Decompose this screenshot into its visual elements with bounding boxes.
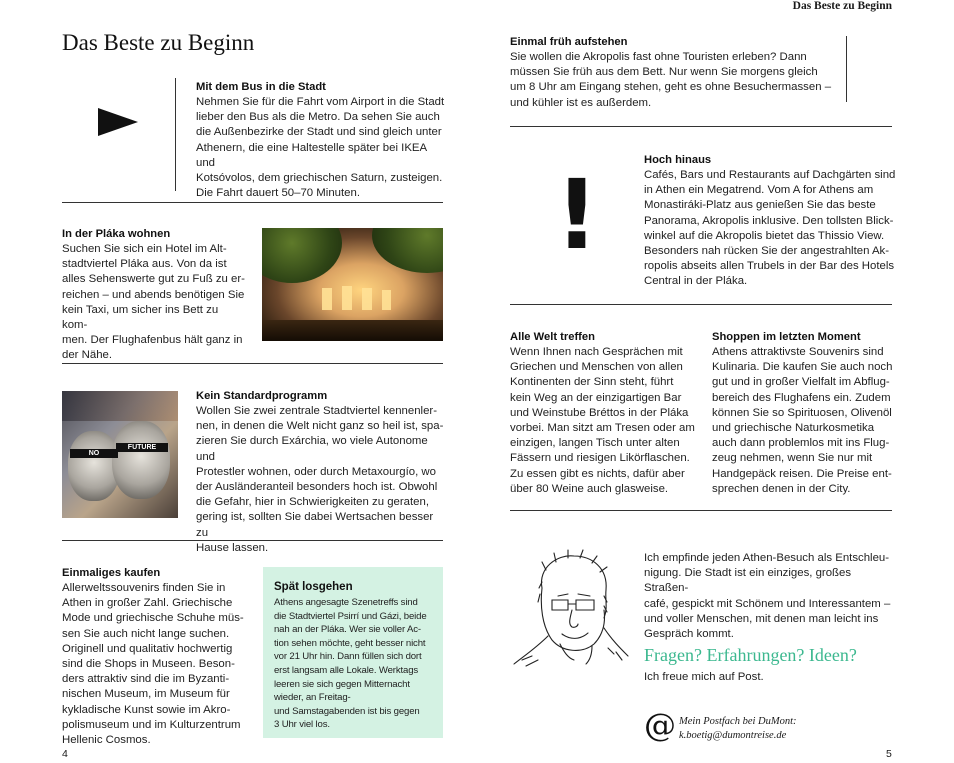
author-portrait	[512, 548, 630, 688]
shopping-heading: Einmaliges kaufen	[62, 567, 161, 579]
graffiti-band-left: NO	[70, 449, 118, 458]
graffiti-band-right: FUTURE	[116, 443, 168, 452]
divider	[62, 540, 443, 541]
late-heading: Spät losgehen	[274, 581, 353, 593]
world-heading: Alle Welt treffen	[510, 331, 595, 343]
divider	[510, 510, 892, 511]
section-rooftop	[644, 153, 896, 290]
at-sign-icon: @	[644, 706, 676, 744]
early-divider	[846, 36, 847, 102]
standard-text: Wollen Sie zwei zentrale Stadtviertel kennenler- nen, in denen die Welt nicht ganz so heil ist, spa- zieren Sie durch Exárchia, wo viele Autonome und Protestler wohnen, oder durch Metaxourgío, wo der Ausländeranteil besonders hoch ist. Obwohl die Gefahr, hier in Schwierigkeiten zu geraten, gering ist, sollten Sie dabei Wertsachen besser zu Hause lassen.	[196, 405, 444, 554]
bus-text: Nehmen Sie für die Fahrt vom Airport in die Stadt lieber den Bus als die Metro. Da sehen Sie auch die Außenbezirke der Stadt und sind gleich unter Athenern, die eine Haltestelle später bei IKEA und Kotsóvolos, dem griechischen Saturn, zusteigen. Die Fahrt dauert 50–70 Minuten.	[196, 96, 445, 200]
graffiti-photo	[62, 391, 178, 518]
bus-heading: Mit dem Bus in die Stadt	[196, 81, 326, 93]
postfach-block	[679, 715, 797, 743]
page-title: Das Beste zu Beginn	[62, 30, 255, 55]
late-night-box	[263, 567, 443, 738]
early-text: Sie wollen die Akropolis fast ohne Touristen erleben? Dann müssen Sie früh aus dem Bett. Nur wenn Sie morgens gleich um 8 Uhr am Eingang stehen, geht es ohne Besuchermassen – und kühler ist es außerdem.	[510, 51, 832, 109]
author-text: Ich empfinde jeden Athen-Besuch als Entschleu- nigung. Die Stadt ist ein einziges, großes Straßen- café, gespickt mit Schönem und Interessantem – und voller Menschen, mit denen man leicht ins Gespräch kommt.	[644, 552, 891, 641]
section-early	[510, 35, 840, 111]
rooftop-heading: Hoch hinaus	[644, 154, 712, 166]
section-bus	[196, 80, 446, 201]
shopping-text: Allerweltssouvenirs finden Sie in Athen in großer Zahl. Griechische Mode und griechische Schuhe müs- sen Sie auch nicht lange suchen. Originell und qualitativ hochwertig sind die Shops in Museen. Beson- ders attraktiv sind die im Byzanti- nischen Museum, im Museum für kykladische Kunst sowie im Akro- polismuseum und im Kulturzentrum Hellenic Cosmos.	[62, 582, 244, 747]
divider	[62, 363, 443, 364]
section-shopping	[62, 566, 246, 748]
section-last-minute	[712, 330, 898, 497]
questions-heading: Fragen? Erfahrungen? Ideen?	[644, 645, 857, 665]
divider	[62, 202, 443, 203]
email-link[interactable]: k.boetig@dumontreise.de	[679, 730, 787, 741]
page-number-right: 5	[886, 748, 892, 760]
section-world	[510, 330, 696, 497]
divider	[510, 304, 892, 305]
last-minute-heading: Shoppen im letzten Moment	[712, 331, 861, 343]
last-minute-text: Athens attraktivste Souvenirs sind Kulinaria. Die kaufen Sie auch noch gut und in großer Vielfalt im Abflug- bereich des Flughafens ein. Zudem können Sie so Spirituosen, Olivenöl und griechische Naturkosmetika auch dann problemlos mit ins Flug- zeug nehmen, wenn Sie nur mit Handgepäck reisen. Die Preise ent- sprechen denen in der City.	[712, 346, 893, 495]
exclamation-icon: !	[555, 159, 599, 271]
author-note	[644, 551, 896, 642]
bus-divider	[175, 78, 176, 191]
plaka-text: Suchen Sie sich ein Hotel im Alt- stadtviertel Pláka aus. Von da ist alles Sehenswerte gut zu Fuß zu er- reichen – und abends benötigen Sie kein Taxi, um sicher ins Bett zu kom- men. Der Flughafenbus hält ganz in der Nähe.	[62, 243, 245, 362]
post-line: Ich freue mich auf Post.	[644, 671, 764, 683]
late-text: Athens angesagte Szenetreffs sind die Stadtviertel Psirrí und Gázi, beide nah an der Pláka. Wer sie voller Ac- tion sehen möchte, geht besser nicht vor 21 Uhr hin. Dann füllen sich dort erst langsam alle Lokale. Werktags leeren sie sich gegen Mitternacht wieder, an Freitag- und Samstagabenden ist bis gegen 3 Uhr viel los.	[274, 597, 427, 731]
section-plaka	[62, 227, 246, 364]
early-heading: Einmal früh aufstehen	[510, 36, 628, 48]
arrow-right-icon	[98, 108, 138, 136]
running-head: Das Beste zu Beginn	[792, 0, 892, 12]
standard-heading: Kein Standardprogramm	[196, 390, 328, 402]
section-standard	[196, 389, 446, 556]
rooftop-text: Cafés, Bars und Restaurants auf Dachgärten sind in Athen ein Megatrend. Vom A for Athens am Monastiráki-Platz aus genießen Sie das beste Panorama, Akropolis inklusive. Den tollsten Blick- winkel auf die Akropolis bietet das Thissio View. Besonders nah rücken Sie der angestrahlten Ak- ropolis abseits allen Trubels in der Bar des Hotels Central in der Pláka.	[644, 169, 896, 288]
divider	[510, 126, 892, 127]
world-text: Wenn Ihnen nach Gesprächen mit Griechen und Menschen von allen Kontinenten der Sinn steht, führt kein Weg an der einzigartigen Bar und Weinstube Bréttos in der Pláka vorbei. Man sitzt am Tresen oder am einzigen, langen Tisch unter alten Fässern und riesigen Likörflaschen. Zu essen gibt es nichts, dafür aber über 80 Weine auch glasweise.	[510, 346, 695, 495]
page-number-left: 4	[62, 748, 68, 760]
postfach-title: Mein Postfach bei DuMont:	[679, 716, 797, 727]
hotel-photo	[262, 228, 443, 341]
plaka-heading: In der Pláka wohnen	[62, 228, 171, 240]
